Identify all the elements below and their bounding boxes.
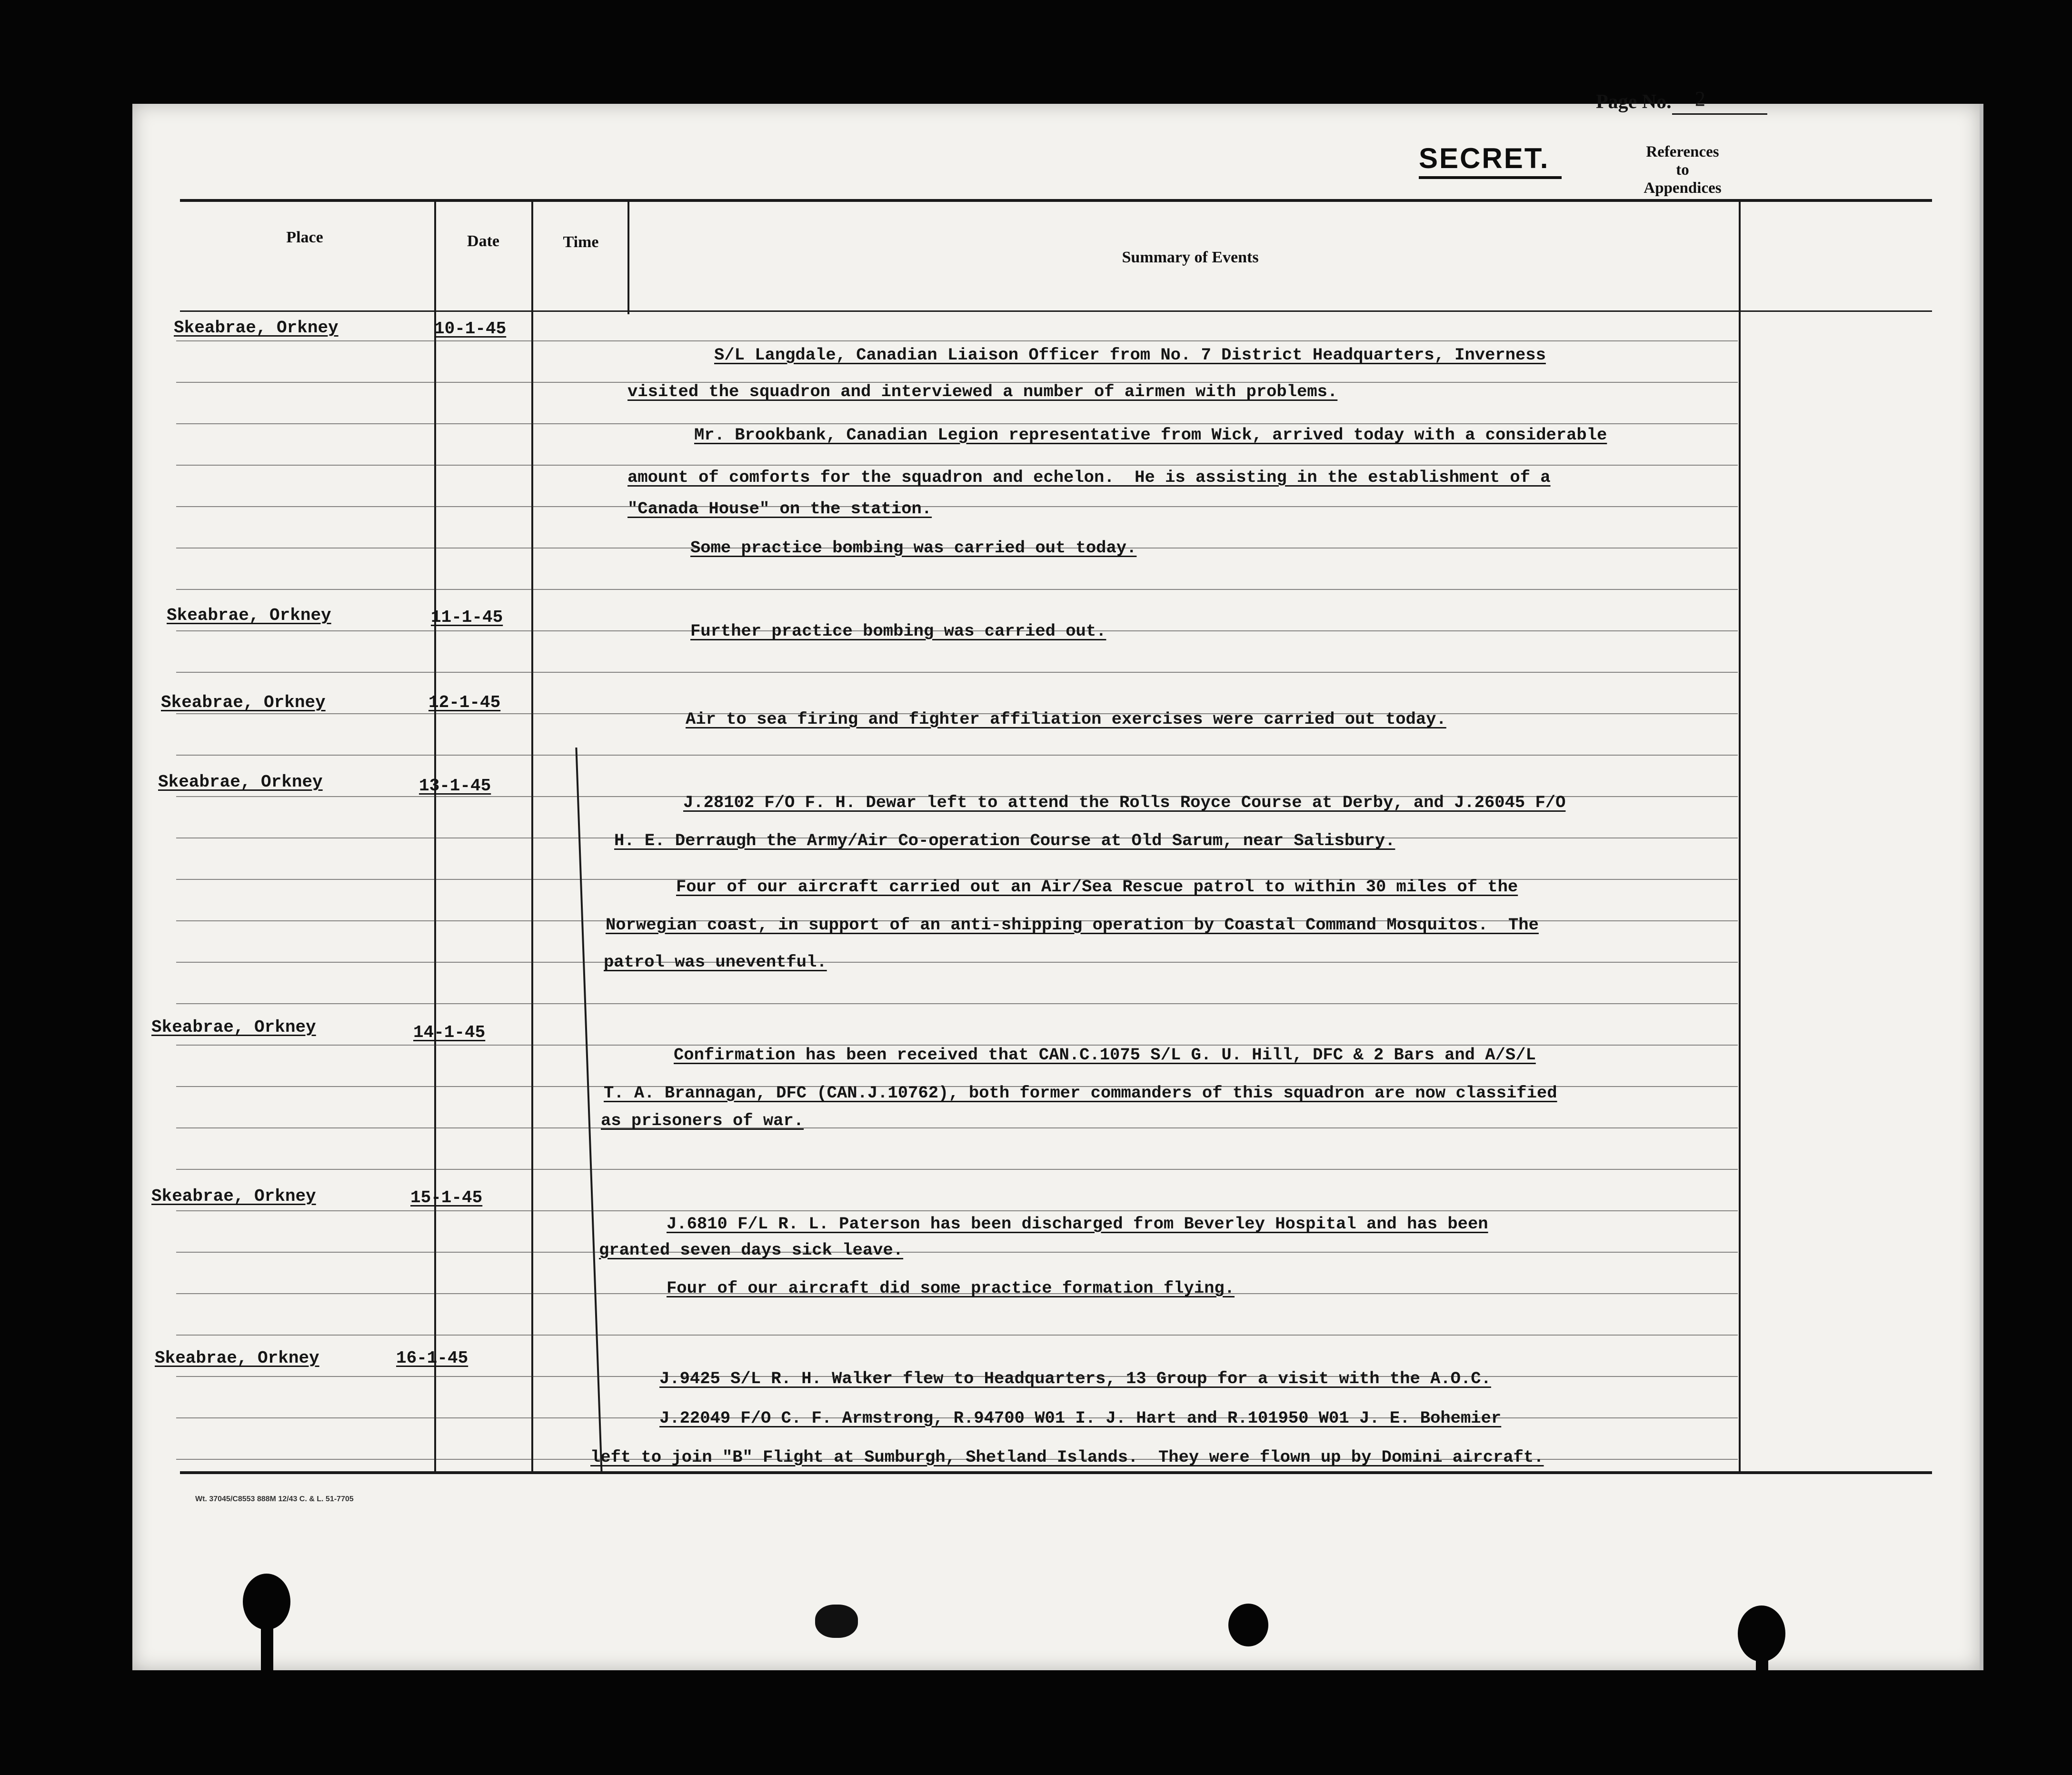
- summary-line: Four of our aircraft did some practice formation flying.: [667, 1278, 1235, 1298]
- refs-line-1: References: [1646, 143, 1719, 160]
- ruled-line: [176, 589, 1738, 590]
- entry-date: 14-1-45: [413, 1023, 486, 1042]
- entry-date: 12-1-45: [428, 693, 501, 712]
- entry-date: 15-1-45: [410, 1188, 483, 1207]
- ruled-line: [176, 506, 1738, 507]
- punch-hole-center: [1228, 1604, 1268, 1646]
- page-number-rule: [1672, 113, 1767, 115]
- summary-line: amount of comforts for the squadron and echelon. He is assisting in the establishment of a: [628, 468, 1551, 487]
- summary-line: T. A. Brannagan, DFC (CAN.J.10762), both former commanders of this squadron are now classified: [604, 1083, 1557, 1103]
- entry-date: 11-1-45: [431, 608, 503, 627]
- summary-line: granted seven days sick leave.: [599, 1240, 904, 1260]
- header-place: Place: [286, 229, 323, 246]
- entry-place: Skeabrae, Orkney: [151, 1017, 316, 1037]
- secret-underline: [1419, 176, 1562, 179]
- punch-hole-center-left: [815, 1605, 858, 1638]
- ruled-line: [176, 672, 1738, 673]
- summary-line: "Canada House" on the station.: [628, 499, 932, 519]
- summary-line: Mr. Brookbank, Canadian Legion representative from Wick, arrived today with a considerable: [694, 425, 1607, 445]
- ruled-line: [176, 340, 1738, 341]
- entry-place: Skeabrae, Orkney: [151, 1187, 316, 1206]
- summary-line: Air to sea firing and fighter affiliation exercises were carried out today.: [686, 709, 1446, 729]
- ruled-line: [176, 1335, 1738, 1336]
- summary-line: J.28102 F/O F. H. Dewar left to attend the Rolls Royce Course at Derby, and J.26045 F/O: [683, 793, 1566, 812]
- entry-place: Skeabrae, Orkney: [174, 318, 339, 338]
- ruled-line: [176, 1169, 1738, 1170]
- summary-line: as prisoners of war.: [601, 1111, 804, 1130]
- ruled-line: [176, 755, 1738, 756]
- summary-line: Some practice bombing was carried out today.: [690, 538, 1137, 558]
- punch-hole-right-tab: [1756, 1652, 1768, 1676]
- header-time: Time: [563, 233, 599, 251]
- header-references: [1627, 143, 1738, 197]
- divider-date-time: [531, 200, 533, 1474]
- form-printer-code: Wt. 37045/C8553 888M 12/43 C. & L. 51-7705: [195, 1495, 354, 1503]
- page-number-value: 2: [1695, 87, 1705, 110]
- summary-line: Confirmation has been received that CAN.C.1075 S/L G. U. Hill, DFC & 2 Bars and A/S/L: [674, 1045, 1536, 1065]
- ruled-line: [176, 423, 1738, 424]
- entry-place: Skeabrae, Orkney: [161, 693, 326, 712]
- page-number-label: Page No.: [1596, 91, 1672, 113]
- summary-line: S/L Langdale, Canadian Liaison Officer from No. 7 District Headquarters, Inverness: [714, 345, 1546, 365]
- header-date: Date: [467, 232, 499, 250]
- entry-place: Skeabrae, Orkney: [158, 772, 323, 792]
- refs-line-3: Appendices: [1644, 179, 1722, 197]
- header-top-rule: [180, 199, 1932, 202]
- secret-stamp: SECRET.: [1419, 142, 1550, 174]
- header-bottom-rule: [180, 310, 1932, 312]
- table-bottom-rule: [180, 1471, 1932, 1474]
- summary-line: J.9425 S/L R. H. Walker flew to Headquarters, 13 Group for a visit with the A.O.C.: [659, 1369, 1491, 1388]
- entry-date: 10-1-45: [434, 319, 507, 339]
- sheet-edge: [1980, 104, 1983, 1670]
- entry-place: Skeabrae, Orkney: [155, 1348, 319, 1368]
- summary-line: visited the squadron and interviewed a number of airmen with problems.: [628, 382, 1338, 401]
- entry-date: 16-1-45: [396, 1348, 468, 1368]
- summary-line: patrol was uneventful.: [604, 952, 827, 972]
- summary-line: Four of our aircraft carried out an Air/Sea Rescue patrol to within 30 miles of the: [676, 877, 1518, 897]
- ruled-line: [176, 465, 1738, 466]
- ruled-line: [176, 962, 1738, 963]
- divider-summary-refs: [1739, 200, 1741, 1474]
- summary-line: J.22049 F/O C. F. Armstrong, R.94700 W01 I. J. Hart and R.101950 W01 J. E. Bohemier: [659, 1408, 1502, 1428]
- ruled-line: [176, 1003, 1738, 1004]
- refs-line-2: to: [1676, 161, 1689, 179]
- ruled-line: [176, 1252, 1738, 1253]
- punch-hole-left-tab: [261, 1619, 273, 1671]
- divider-place-date: [434, 200, 436, 1474]
- summary-line: J.6810 F/L R. L. Paterson has been discharged from Beverley Hospital and has been: [667, 1214, 1488, 1234]
- ruled-line: [176, 1210, 1738, 1211]
- header-summary: Summary of Events: [1122, 249, 1259, 266]
- ruled-line: [176, 1127, 1738, 1128]
- summary-line: Norwegian coast, in support of an anti-shipping operation by Coastal Command Mosquitos. The: [606, 915, 1539, 935]
- summary-line: left to join "B" Flight at Sumburgh, Shetland Islands. They were flown up by Domini aircraft.: [590, 1447, 1544, 1467]
- entry-place: Skeabrae, Orkney: [167, 606, 331, 625]
- summary-line: Further practice bombing was carried out.: [690, 621, 1106, 641]
- divider-time-summary: [628, 200, 629, 314]
- entry-date: 13-1-45: [419, 776, 491, 796]
- summary-line: H. E. Derraugh the Army/Air Co-operation Course at Old Sarum, near Salisbury.: [614, 831, 1395, 850]
